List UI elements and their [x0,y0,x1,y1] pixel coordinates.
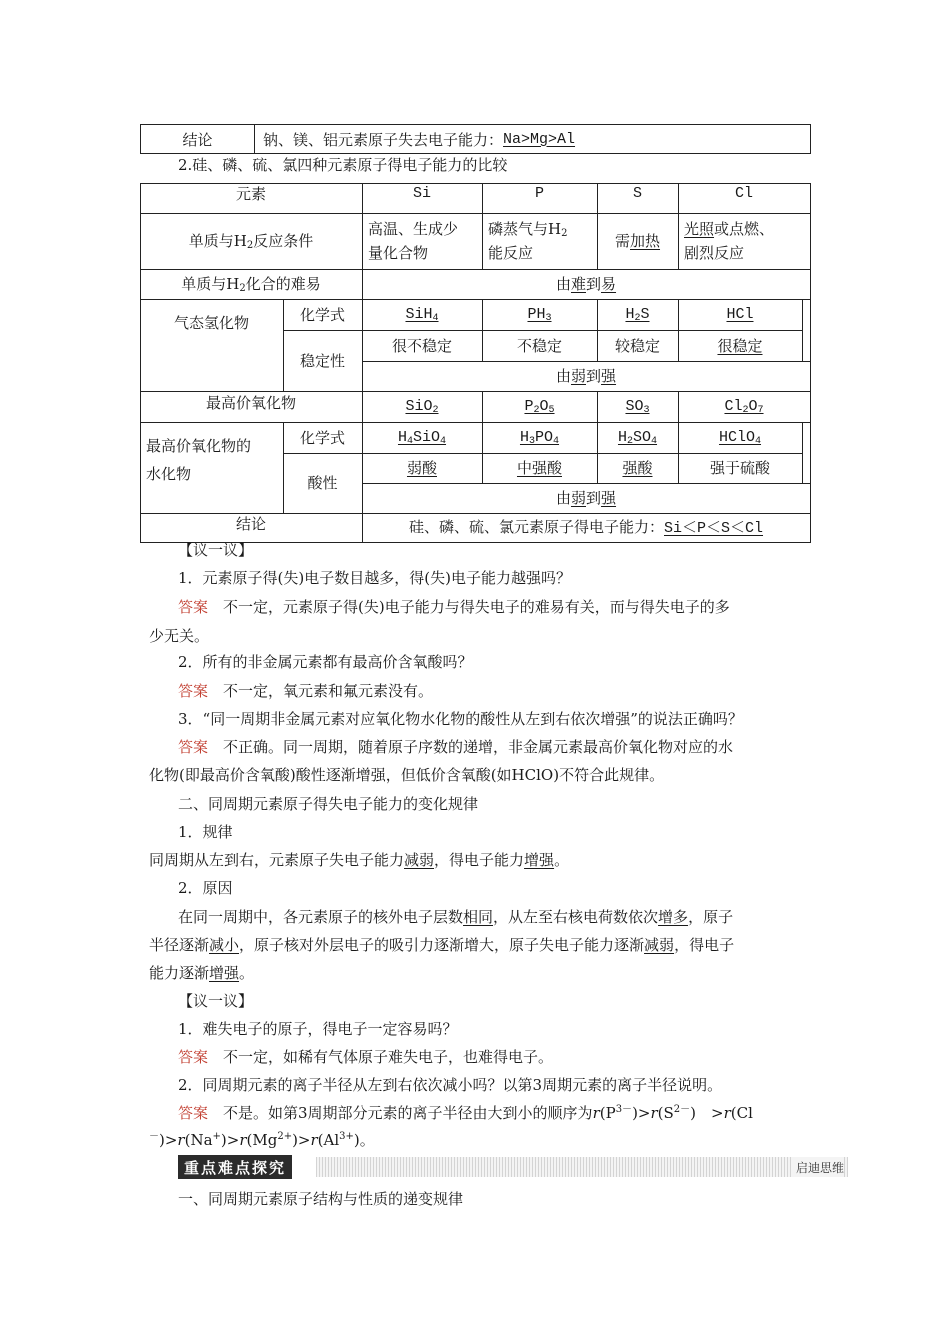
discuss1-answer-1: 答案 不一定，元素原子得(失)电子能力与得失电子的难易有关，而与得失电子的多 [178,598,730,616]
banner-title: 重点难点探究 [178,1155,292,1179]
reason-text-1: 在同一周期中，各元素原子的核外电子层数相同，从左至右核电荷数依次增多，原子 [178,908,734,926]
h3po4-acidity: 中强酸 [516,459,562,477]
h2so4-formula: $H_2SO_4$ [617,428,658,447]
answer-label: 答案 [178,682,209,700]
hcl-stability: 很稳定 [717,336,763,355]
discuss1-answer-2: 答案 不一定，氧元素和氟元素没有。 [178,682,434,700]
si-reaction-condition: 高温、生成少 量化合物 [368,220,459,262]
acidity-trend: 由弱到强 [555,489,617,507]
reason-text-3: 能力逐渐增强。 [149,964,255,982]
conclusion-label: 结论 [141,125,255,153]
h4sio4-acidity: 弱酸 [406,459,437,477]
sih4-stability: 很不稳定 [391,336,452,355]
answer-label: 答案 [178,738,209,756]
stability-label: 稳定性 [299,351,345,370]
sih4-formula: SiH$_4$ [405,305,439,324]
hclo4-acidity: 强于硫酸 [709,459,770,477]
highest-oxide-label: 最高价氧化物 [205,394,296,412]
discuss1-answer-3: 答案 不正确。同一周期，随着原子序数的递增，非金属元素最高价氧化物对应的水 [178,738,734,756]
so3-formula: $SO_3$ [625,397,650,416]
discuss1-question-3: 3．“同一周期非金属元素对应氧化物水化物的酸性从左到右依次增强”的说法正确吗？ [178,710,743,728]
nonmetal-comparison-table [140,183,811,543]
nonmetal-order-answer: Si＜P＜S＜Cl [664,519,764,537]
discuss1-question-1: 1．元素原子得(失)电子数目越多，得(失)电子能力越强吗？ [178,569,571,587]
hcl-formula: HCl [726,305,754,323]
p2o5-formula: $P_2O_5$ [524,397,555,416]
stability-trend: 由弱到强 [555,367,617,385]
discuss2-question-1: 1．难失电子的原子，得电子一定容易吗？ [178,1020,458,1038]
table-conclusion-text: 硅、磷、硫、氯元素原子得电子能力：Si＜P＜S＜Cl [408,517,764,537]
discuss1-answer-1-cont: 少无关。 [149,627,210,645]
gas-formula-label: 化学式 [299,305,345,324]
metal-order-answer: Na>Mg>Al [503,130,576,148]
ph3-formula: $PH_3$ [527,305,552,324]
reason-heading: 2．原因 [178,879,233,897]
header-si: Si [412,185,431,202]
cl2o7-formula: $Cl_2O_7$ [724,397,764,416]
discuss1-answer-3-cont: 化物(即最高价含氧酸)酸性逐渐增强，但低价含氧酸(如HClO)不符合此规律。 [149,766,665,784]
sio2-formula: SiO$_2$ [405,397,439,416]
combination-difficulty-label: 单质与$H_2$化合的难易 [181,275,321,294]
acidity-label: 酸性 [307,474,338,492]
table-conclusion-label: 结论 [235,515,266,533]
combination-difficulty-trend: 由难到易 [555,275,617,293]
banner-subtitle: 启迪思维 [792,1157,844,1177]
discuss-title-1: 【议一议】 [178,541,254,559]
discuss1-question-2: 2．所有的非金属元素都有最高价含氧酸吗？ [178,653,473,671]
p-reaction-condition: 磷蒸气与$H_2$ 能反应 [488,220,568,262]
reason-text-2: 半径逐渐减小，原子核对外层电子的吸引力逐渐增大，原子失电子能力逐渐减弱，得电子 [149,936,735,954]
section-one-title: 一、同周期元素原子结构与性质的递变规律 [178,1190,464,1208]
h2s-stability: 较稳定 [614,336,660,355]
h2so4-acidity: 强酸 [622,459,653,477]
key-points-banner [178,1155,848,1179]
h4sio4-formula: $H_4SiO_4$ [397,428,447,447]
header-p: P [534,185,544,202]
metal-conclusion-table [140,124,811,154]
h2s-formula: $H_2S$ [625,305,650,324]
discuss2-answer-2-cont: $^-)>r(Na^+)>r(Mg^{2+})>r(Al^{3+})$。 [149,1131,375,1149]
header-s: S [632,185,642,202]
section-2-title: 二、同周期元素原子得失电子能力的变化规律 [178,795,479,813]
header-cl: Cl [734,185,753,202]
gas-hydride-label: 气态氢化物 [173,314,249,332]
rule-text: 同周期从左到右，元素原子失电子能力减弱，得电子能力增强。 [149,851,570,869]
conclusion-text: 钠、镁、铝元素原子失去电子能力： Na>Mg>Al [263,130,576,149]
discuss2-question-2: 2．同周期元素的离子半径从左到右依次减小吗？以第3周期元素的离子半径说明。 [178,1076,723,1094]
answer-label: 答案 [178,598,209,616]
h3po4-formula: $H_3PO_4$ [519,428,560,447]
answer-label: 答案 [178,1104,209,1122]
hydrate-formula-label: 化学式 [299,428,345,447]
section-heading-2: 2.硅、磷、硫、氯四种元素原子得电子能力的比较 [178,156,508,174]
rule-heading: 1．规律 [178,823,233,841]
hydrate-label: 最高价氧化物的 水化物 [146,437,252,483]
banner-stripe [316,1157,848,1177]
cl-reaction-condition: 光照或点燃、 剧烈反应 [684,220,775,262]
discuss2-answer-2: 答案 不是。如第3周期部分元素的离子半径由大到小的顺序为$r(P^{3-})>r(S^{2-})$ >r(Cl [178,1104,753,1122]
discuss-title-2: 【议一议】 [178,992,254,1010]
hclo4-formula: HClO$_4$ [718,428,762,447]
discuss2-answer-1: 答案 不一定，如稀有气体原子难失电子，也难得电子。 [178,1048,554,1066]
reaction-condition-label: 单质与$H_2$反应条件 [188,232,314,251]
s-reaction-condition: 需加热 [614,232,661,250]
answer-label: 答案 [178,1048,209,1066]
header-element-label: 元素 [235,185,266,203]
ph3-stability: 不稳定 [516,336,562,355]
